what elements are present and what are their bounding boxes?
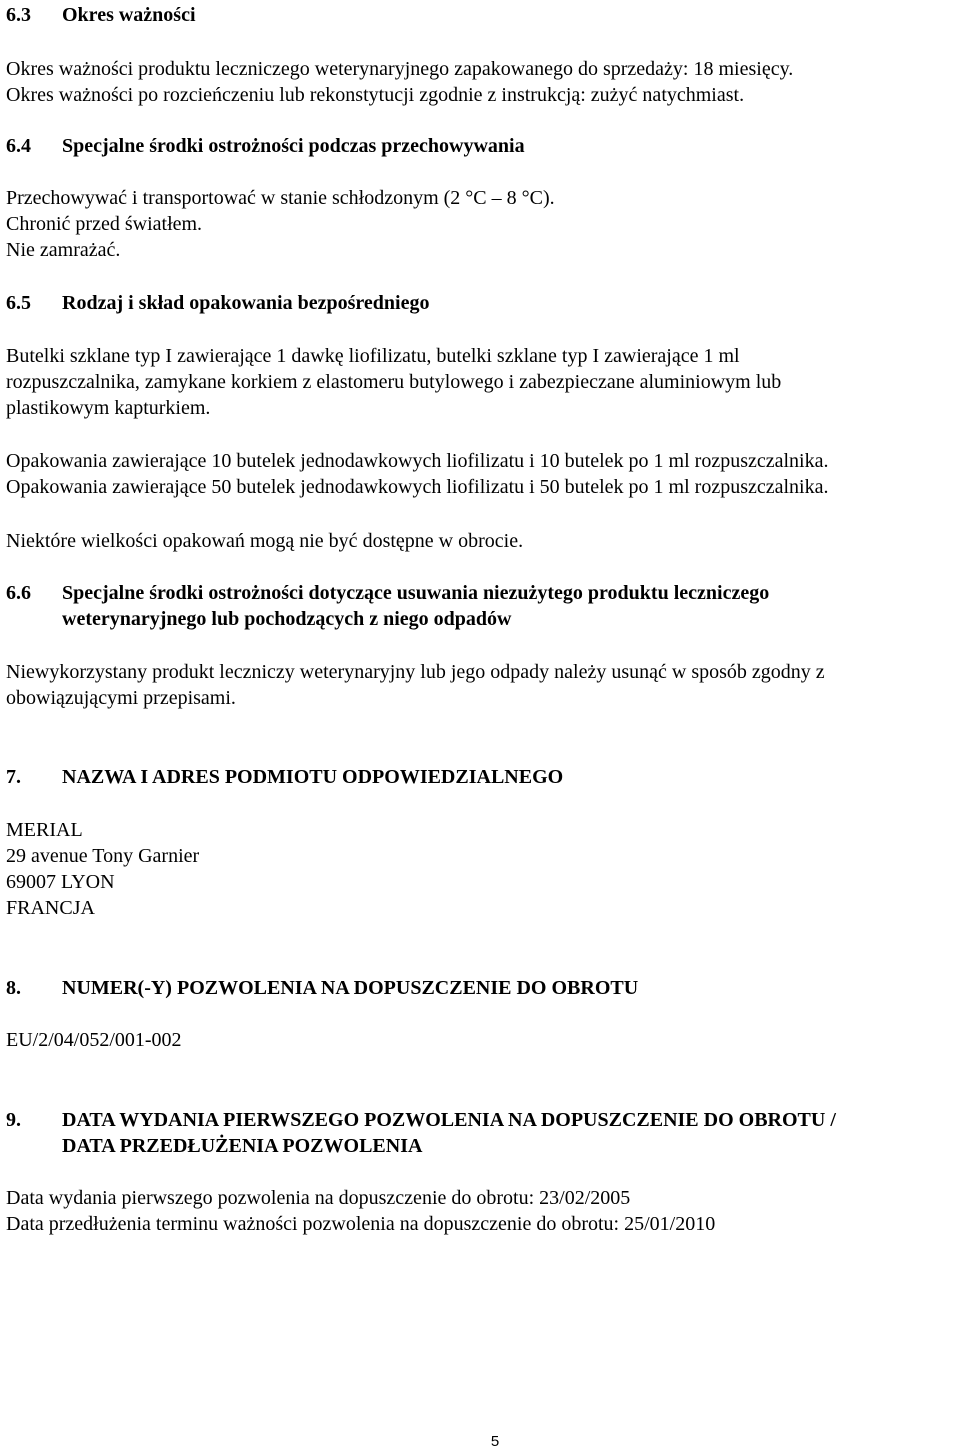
section-number: 7. — [6, 766, 21, 788]
text-line: rozpuszczalnika, zamykane korkiem z elastomeru butylowego i zabezpieczane aluminiowym lub — [6, 371, 782, 393]
section-number: 6.3 — [6, 4, 31, 26]
section-number: 9. — [6, 1109, 21, 1131]
section-6-5-paragraph-3 — [6, 528, 956, 554]
section-title — [62, 1107, 836, 1159]
first-authorization-date: Data wydania pierwszego pozwolenia na dopuszczenie do obrotu: 23/02/2005 — [6, 1187, 631, 1209]
section-title: Okres ważności — [62, 4, 196, 26]
address-street: 29 avenue Tony Garnier — [6, 845, 200, 867]
text-line: Opakowania zawierające 50 butelek jednodawkowych liofilizatu i 50 butelek po 1 ml rozpuszczalnika. — [6, 476, 829, 498]
section-title: NUMER(-Y) POZWOLENIA NA DOPUSZCZENIE DO OBROTU — [62, 977, 639, 999]
renewal-date: Data przedłużenia terminu ważności pozwolenia na dopuszczenie do obrotu: 25/01/2010 — [6, 1213, 716, 1235]
text-line: Niektóre wielkości opakowań mogą nie być dostępne w obrocie. — [6, 530, 524, 552]
text-line: Niewykorzystany produkt leczniczy weterynaryjny lub jego odpady należy usunąć w sposób zgodny z — [6, 661, 825, 683]
section-6-3-body — [6, 56, 956, 108]
title-line: DATA WYDANIA PIERWSZEGO POZWOLENIA NA DOPUSZCZENIE DO OBROTU / — [62, 1109, 836, 1131]
text-line: Okres ważności po rozcieńczeniu lub rekonstytucji zgodnie z instrukcją: zużyć natychmiast. — [6, 84, 745, 106]
section-6-6-body — [6, 659, 956, 711]
title-line: Specjalne środki ostrożności dotyczące usuwania niezużytego produktu leczniczego — [62, 582, 770, 604]
text-line: Okres ważności produktu leczniczego weterynaryjnego zapakowanego do sprzedaży: 18 miesięcy. — [6, 58, 794, 80]
section-number: 8. — [6, 977, 21, 999]
text-line: plastikowym kapturkiem. — [6, 397, 211, 419]
page-number: 5 — [490, 1433, 500, 1450]
text-line: obowiązującymi przepisami. — [6, 687, 236, 709]
section-title: NAZWA I ADRES PODMIOTU ODPOWIEDZIALNEGO — [62, 766, 564, 788]
section-title: Specjalne środki ostrożności podczas przechowywania — [62, 135, 525, 157]
text-line: Butelki szklane typ I zawierające 1 dawkę liofilizatu, butelki szklane typ I zawierające 1 ml — [6, 345, 740, 367]
section-title — [62, 580, 769, 632]
section-number: 6.5 — [6, 292, 31, 314]
section-6-4-body — [6, 185, 956, 263]
section-number: 6.6 — [6, 582, 31, 604]
authorization-number: EU/2/04/052/001-002 — [6, 1029, 182, 1051]
title-line: weterynaryjnego lub pochodzących z niego odpadów — [62, 608, 512, 630]
section-6-5-paragraph-2 — [6, 448, 956, 500]
text-line: Nie zamrażać. — [6, 239, 121, 261]
text-line: Chronić przed światłem. — [6, 213, 203, 235]
title-line: DATA PRZEDŁUŻENIA POZWOLENIA — [62, 1135, 423, 1157]
section-number: 6.4 — [6, 135, 31, 157]
section-title: Rodzaj i skład opakowania bezpośredniego — [62, 292, 430, 314]
address-city: 69007 LYON — [6, 871, 115, 893]
section-9-body — [6, 1185, 956, 1237]
section-7-address — [6, 817, 956, 921]
text-line: Opakowania zawierające 10 butelek jednodawkowych liofilizatu i 10 butelek po 1 ml rozpuszczalnika. — [6, 450, 829, 472]
section-6-5-paragraph-1 — [6, 343, 956, 421]
text-line: Przechowywać i transportować w stanie schłodzonym (2 °C – 8 °C). — [6, 187, 555, 209]
company-name: MERIAL — [6, 819, 83, 841]
address-country: FRANCJA — [6, 897, 95, 919]
section-8-body — [6, 1027, 956, 1053]
